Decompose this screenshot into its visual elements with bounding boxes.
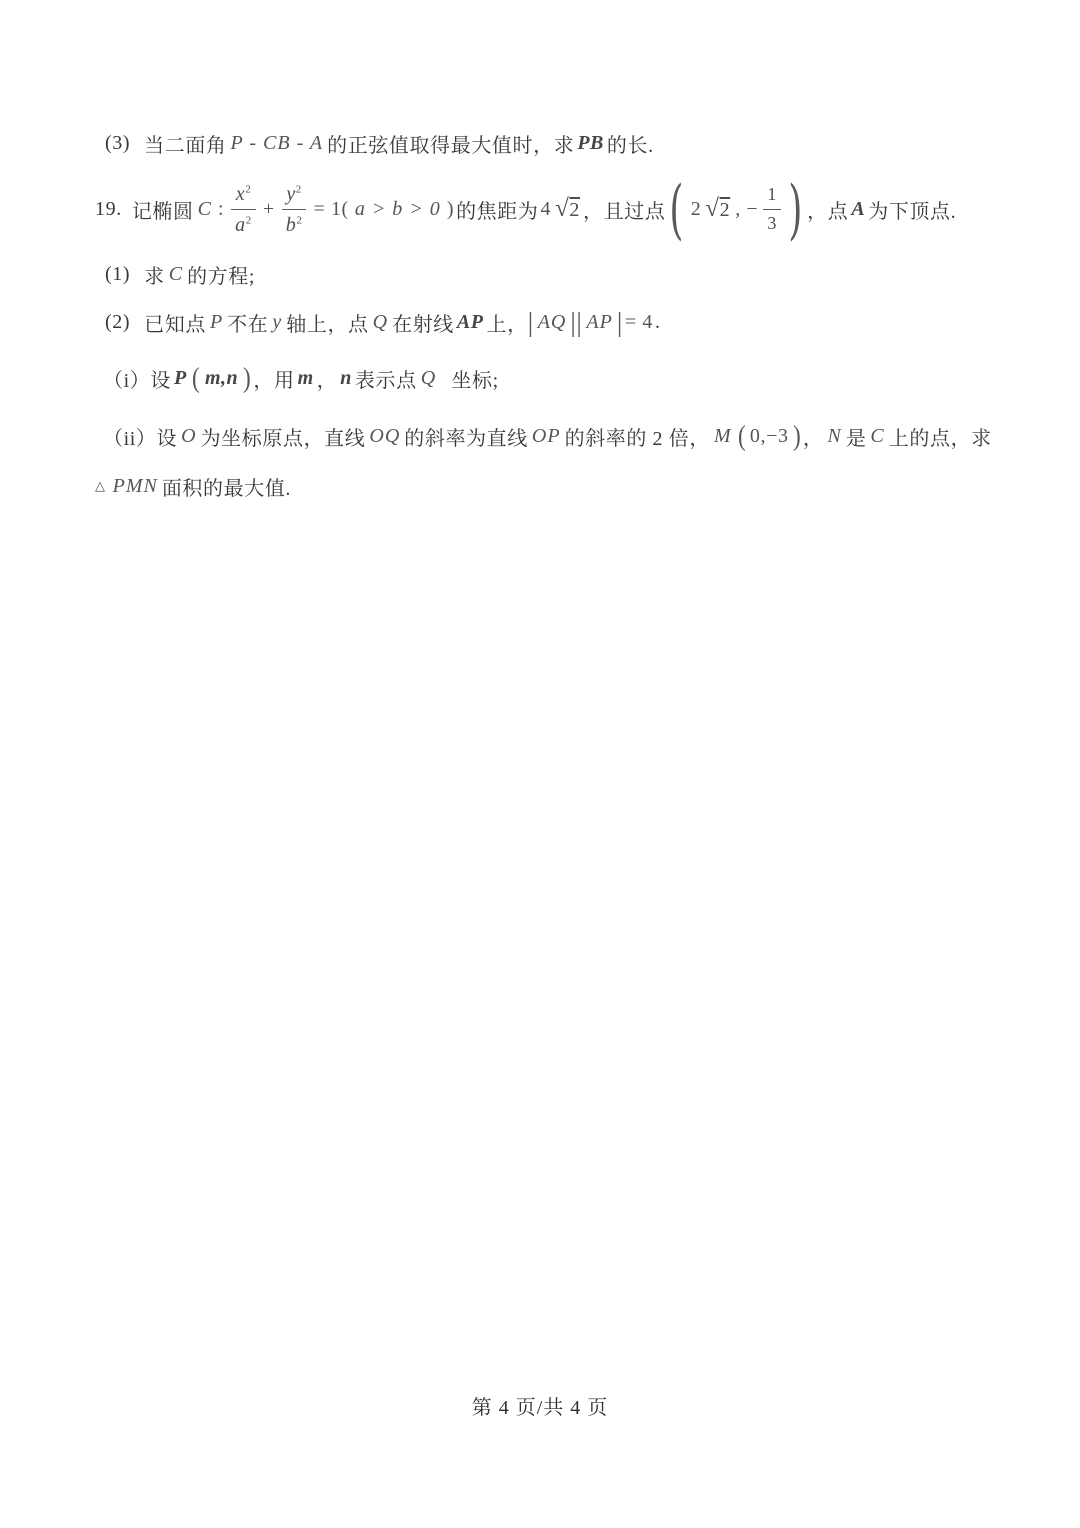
math-var-b: b [285,213,297,236]
math-ray-ap: AP [456,310,484,333]
text-segment: 的正弦值取得最大值时，求 [327,134,575,157]
fraction-denominator: 3 [763,209,781,236]
math-triangle-pmn: PMN [112,474,158,497]
fraction-denominator [231,209,256,239]
text-segment: 记椭圆 [131,200,194,223]
text-segment: 为下顶点. [868,200,957,223]
abs-bar: | [616,306,623,337]
math-var-y: y [286,182,296,205]
text-segment: 的焦距为 [456,200,539,223]
text-segment: ，用 [253,369,295,392]
math-comma-minus: , − [735,197,759,220]
math-point-p: P [209,310,224,333]
sqrt-expression [553,195,583,223]
math-coefficient-2: 2 [690,197,702,220]
sub-i-label: （i） [103,369,151,392]
math-dihedral-angle: P - CB - A [230,131,324,154]
fraction-y2-b2 [282,180,307,239]
fraction-numerator [232,180,256,209]
math-segment-pb: PB [577,131,604,154]
math-colon: : [217,197,225,220]
text-segment: 且过点 [603,200,666,223]
math-coefficient-4: 4 [540,197,552,220]
text-segment: 设 [150,369,171,392]
radicand: 2 [719,199,731,221]
part2-label: (2) [105,310,131,333]
big-paren-close: ) [788,170,803,247]
math-point-p: P [173,366,187,389]
math-curve-c: C [870,424,885,447]
math-point-q: Q [372,310,389,333]
abs-bar: | [527,306,534,337]
text-segment: 当二面角 [144,134,227,157]
text-segment: 轴上，点 [286,313,369,336]
comma: ， [807,200,828,223]
problem18-part3-line [105,127,654,159]
triangle-icon: △ [95,478,106,493]
exponent: 2 [245,213,252,226]
radical-icon: √ [705,195,720,222]
math-var-a: a [235,213,246,236]
text-segment: 表示点 [354,369,417,392]
sqrt-expression [703,195,733,223]
radical-icon: √ [555,195,570,222]
math-line-oq: OQ [369,424,401,447]
big-paren-open: ( [669,170,685,247]
problem19-sub-ii-line [103,412,992,460]
text-segment: 点 [827,200,849,223]
text-segment: 上， [486,313,528,336]
math-coords-0-neg3: 0,−3 [749,424,789,447]
text-segment: 求 [144,265,165,288]
math-var-n: n [340,366,352,389]
math-var-x: x [235,182,246,205]
part1-label: (1) [105,262,131,285]
text-segment: 在射线 [392,313,454,336]
comma: ， [583,200,604,223]
math-line-op: OP [531,424,561,447]
fraction-x2-a2 [231,180,256,239]
text-segment: 的斜率的 2 倍， [564,427,710,450]
problem19-continuation-line [95,470,291,502]
comma: ， [802,427,824,450]
fraction-numerator: 1 [767,184,777,205]
math-point-q: Q [420,366,437,389]
problem19-sub-i-line [103,356,499,400]
problem19-part2-line [105,302,661,342]
radicand: 2 [569,199,581,221]
problem19-stem-line [95,168,956,250]
text-segment: 为坐标原点，直线 [200,427,366,450]
abs-bars: || [570,306,583,337]
tall-paren-close: ) [243,361,252,394]
tall-paren-open: ( [737,419,746,452]
text-segment: 上的点，求 [888,427,992,450]
point-coordinates [689,182,784,236]
math-equals-one: = 1( [313,197,349,220]
math-segment-ap: AP [586,310,613,333]
fraction-1-3 [763,182,781,236]
tall-paren-close: ) [792,419,801,452]
math-plus: + [262,197,275,220]
text-segment: 设 [156,427,178,450]
text-segment: 是 [845,427,867,450]
math-paren-close: ) [446,197,455,220]
math-axis-y: y [272,310,283,333]
text-segment: 的斜率为直线 [404,427,528,450]
math-coords-mn: m,n [204,366,239,389]
exponent: 2 [296,213,303,226]
period: . [654,310,661,333]
text-segment: 已知点 [144,313,206,336]
problem19-number: 19. [95,197,122,220]
math-curve-c: C [168,262,184,285]
part3-label: (3) [105,131,131,154]
text-segment: 面积的最大值. [161,477,292,500]
problem19-part1-line [105,258,255,290]
text-segment: 不在 [227,313,269,336]
fraction-denominator [282,209,307,239]
math-point-a: A [851,197,866,220]
text-segment: 坐标; [440,369,499,392]
page-number-footer: 第 4 页/共 4 页 [471,1397,609,1419]
math-ellipse-c: C [197,197,212,220]
fraction-numerator [282,180,306,209]
text-segment: 的长. [606,134,654,157]
math-var-m: m [297,366,314,389]
text-segment: 的方程; [187,265,256,288]
sub-ii-label: （ii） [103,427,157,450]
math-condition-a-b: a > b > 0 [354,197,441,220]
math-origin-o: O [181,424,197,447]
math-segment-aq: AQ [537,310,567,333]
math-point-m: M [713,424,732,447]
comma: ， [316,369,338,392]
math-point-n: N [827,424,842,447]
exponent: 2 [295,182,302,195]
math-equals-4: = 4 [624,310,653,333]
tall-paren-open: ( [191,361,200,394]
exponent: 2 [245,182,252,195]
